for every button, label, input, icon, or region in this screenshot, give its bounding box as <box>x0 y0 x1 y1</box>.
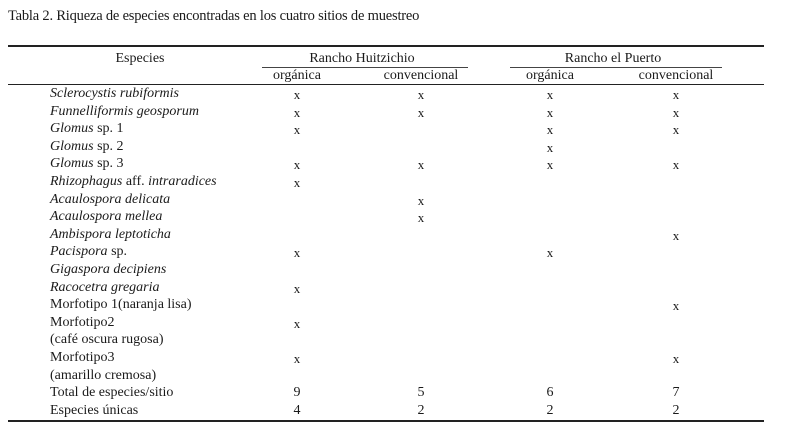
species-name-part: sp. 2 <box>93 138 124 154</box>
presence-mark: x <box>293 351 301 366</box>
species-name-part: sp. 3 <box>93 156 124 172</box>
presence-mark: x <box>672 227 680 243</box>
presence-mark: x <box>417 192 425 208</box>
presence-mark: x <box>293 280 301 296</box>
species-name <box>50 85 179 102</box>
table-caption: Tabla 2. Riqueza de especies encontradas en los cuatro sitios de muestreo <box>8 8 420 24</box>
site-header-huitzichio: Rancho Huitzichio <box>309 51 415 66</box>
presence-mark: x <box>417 157 425 173</box>
species-name-part: Sclerocystis rubiformis <box>50 86 179 101</box>
species-name-part: Funnelliformis geosporum <box>50 103 199 119</box>
species-name <box>50 208 162 225</box>
presence-mark: x <box>672 122 680 138</box>
presence-mark: x <box>546 157 554 173</box>
col-header-huitzichio-convencional: convencional <box>383 68 459 83</box>
species-header: Especies <box>115 51 165 66</box>
site-header-puerto: Rancho el Puerto <box>564 51 662 66</box>
species-name <box>50 367 156 384</box>
count-value: 2 <box>672 402 680 418</box>
species-name <box>50 384 173 401</box>
count-value: 6 <box>546 385 554 401</box>
species-name-part: aff. <box>122 174 149 189</box>
presence-mark: x <box>672 157 680 173</box>
species-name-part: Especies únicas <box>50 402 139 418</box>
species-name <box>50 402 138 419</box>
count-value: 4 <box>293 402 301 418</box>
species-name <box>50 279 160 296</box>
species-name <box>50 120 124 137</box>
species-name <box>50 138 124 155</box>
species-name-part: Acaulospora delicata <box>50 191 171 207</box>
presence-mark: x <box>546 104 554 120</box>
species-name <box>50 103 199 120</box>
species-name <box>50 173 217 190</box>
species-name-part: sp. <box>107 244 128 260</box>
presence-mark: x <box>293 157 301 173</box>
bottom-rule <box>8 420 764 422</box>
count-value: 9 <box>293 385 301 401</box>
species-name <box>50 296 192 313</box>
col-header-puerto-convencional: convencional <box>638 68 714 83</box>
presence-mark: x <box>293 122 301 138</box>
presence-mark: x <box>417 104 425 120</box>
species-name-part: Glomus <box>50 156 94 172</box>
presence-mark: x <box>672 104 680 120</box>
species-name <box>50 261 166 278</box>
species-name-part: Glomus <box>50 138 94 154</box>
col-header-huitzichio-organica: orgánica <box>273 68 321 83</box>
species-name-part: Morfotipo2 <box>50 314 115 330</box>
species-name <box>50 331 164 348</box>
presence-mark: x <box>546 139 554 155</box>
species-name-part: Morfotipo 1(naranja lisa) <box>50 297 192 313</box>
presence-mark: x <box>293 245 301 261</box>
presence-mark: x <box>546 87 554 102</box>
species-name <box>50 226 171 243</box>
count-value: 2 <box>546 402 554 418</box>
count-value: 7 <box>672 385 680 401</box>
presence-mark: x <box>672 87 680 102</box>
count-value: 5 <box>417 385 425 401</box>
presence-mark: x <box>417 210 425 226</box>
species-name <box>50 314 115 331</box>
top-rule <box>8 45 764 47</box>
species-name <box>50 155 124 172</box>
presence-mark: x <box>293 104 301 120</box>
species-name-part: Rhizophagus <box>50 174 123 189</box>
species-name-part: (café oscura rugosa) <box>50 332 164 348</box>
col-header-puerto-organica: orgánica <box>526 68 574 83</box>
species-name <box>50 349 115 366</box>
species-name-part: Morfotipo3 <box>50 350 115 365</box>
presence-mark: x <box>546 245 554 261</box>
species-name-part: Glomus <box>50 121 94 137</box>
species-name-part: Ambispora leptoticha <box>50 226 171 242</box>
species-name-part: sp. 1 <box>93 121 124 137</box>
presence-mark: x <box>546 122 554 138</box>
presence-mark: x <box>293 87 301 102</box>
species-name-part: Racocetra gregaria <box>50 279 160 295</box>
species-name-part: Total de especies/sitio <box>50 385 174 401</box>
species-name-part: intraradices <box>148 174 217 189</box>
count-value: 2 <box>417 402 425 418</box>
species-name-part: (amarillo cremosa) <box>50 367 157 383</box>
species-name <box>50 243 127 260</box>
presence-mark: x <box>417 87 425 102</box>
species-name-part: Pacispora <box>50 244 108 260</box>
presence-mark: x <box>293 175 301 190</box>
species-name-part: Acaulospora mellea <box>50 209 163 225</box>
presence-mark: x <box>293 315 301 331</box>
presence-mark: x <box>672 298 680 314</box>
species-name-part: Gigaspora decipiens <box>50 262 167 277</box>
species-name <box>50 191 170 208</box>
presence-mark: x <box>672 351 680 366</box>
